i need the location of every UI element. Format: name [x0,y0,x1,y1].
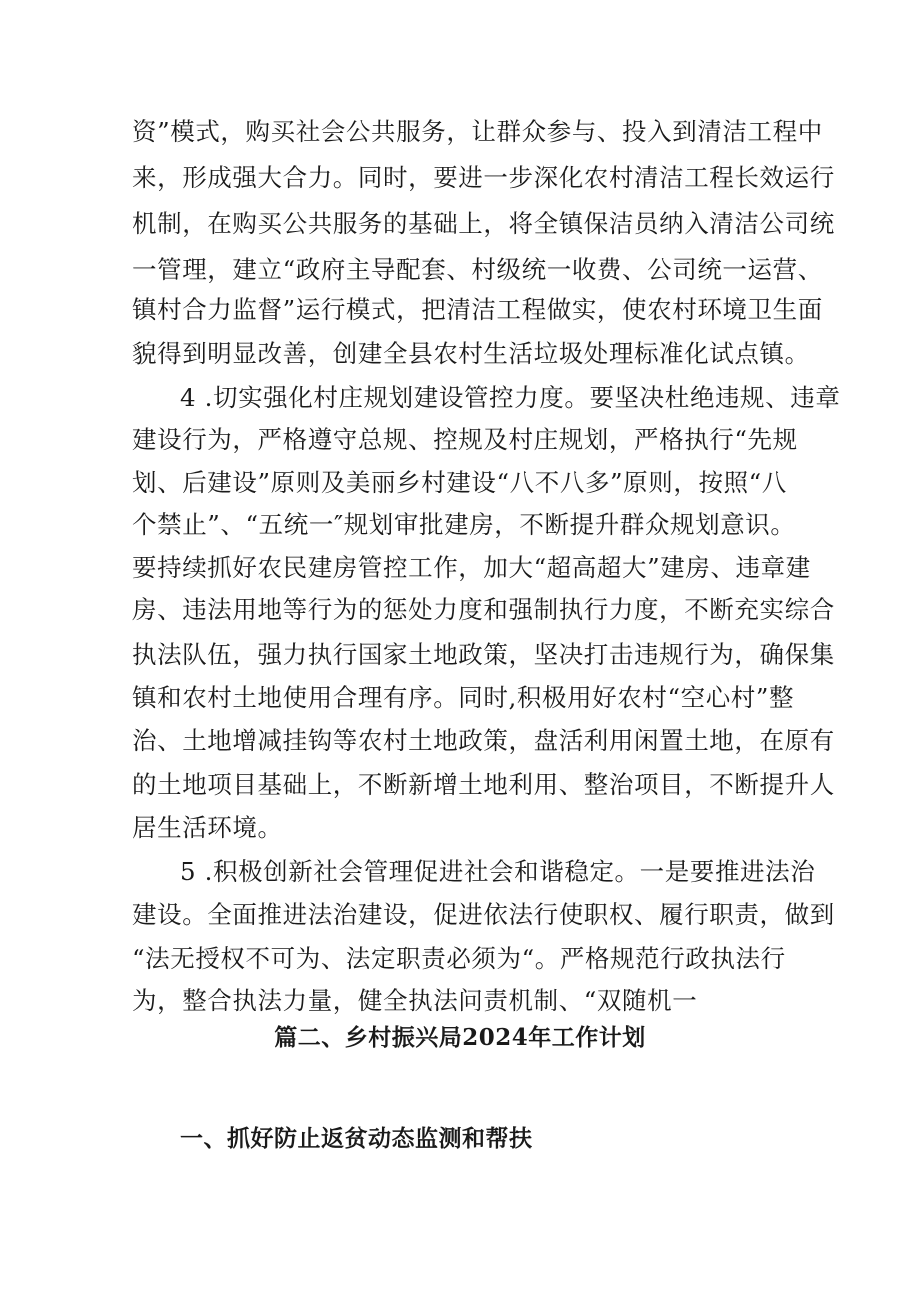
text-line: 4 .切实强化村庄规划建设管控力度。要坚决杜绝违规、违章 [180,383,841,412]
text-line: 建设行为，严格遵守总规、控规及村庄规划，严格执行“先规 [132,425,798,454]
chapter-title: 篇二、乡村振兴局2024年工作计划 [274,1024,646,1051]
text-line: 划、后建设”原则及美丽乡村建设“八不八多”原则，按照“八 [132,468,787,497]
text-line: 为，整合执法力量，健全执法问责机制、“双随机一 [132,986,698,1015]
section-heading: 一、抓好防止返贫动态监测和帮扶 [180,1125,533,1152]
text-line: 资”模式，购买社会公共服务，让群众参与、投入到清洁工程中 [132,117,823,146]
text-line: 貌得到明显改善，创建全县农村生活垃圾处理标准化试点镇。 [132,339,810,368]
text-line: 一管理，建立“政府主导配套、村级统一收费、公司统一运营、 [132,255,823,284]
text-line: 治、土地增减挂钩等农村土地政策，盘活利用闲置土地，在原有 [132,726,835,755]
text-line: 房、违法用地等行为的惩处力度和强制执行力度，不断充实综合 [132,595,835,624]
text-line: 个禁止”、“五统一″规划审批建房，不断提升群众规划意识。 [132,510,796,539]
text-line: “法无授权不可为、法定职责必须为“。严格规范行政执法行 [132,944,786,973]
text-line: 的土地项目基础上，不断新增土地利用、整治项目，不断提升人 [132,770,835,799]
text-line: 镇村合力监督”运行模式，把清洁工程做实，使农村环境卫生面 [132,295,823,324]
text-line: 来，形成强大合力。同时，要进一步深化农村清洁工程长效运行 [132,163,835,192]
text-line: 镇和农村土地使用合理有序。同时,积极用好农村“空心村”整 [132,683,795,712]
text-line: 机制，在购买公共服务的基础上，将全镇保洁员纳入清洁公司统 [132,209,835,238]
text-line: 5 .积极创新社会管理促进社会和谐稳定。一是要推进法治 [180,857,816,886]
text-line: 要持续抓好农民建房管控工作，加大“超高超大”建房、违章建 [132,553,811,582]
text-line: 建设。全面推进法治建设，促进依法行使职权、履行职责，做到 [132,900,835,929]
text-line: 执法队伍，强力执行国家土地政策，坚决打击违规行为，确保集 [132,640,835,669]
text-line: 居生活环境。 [132,813,283,842]
